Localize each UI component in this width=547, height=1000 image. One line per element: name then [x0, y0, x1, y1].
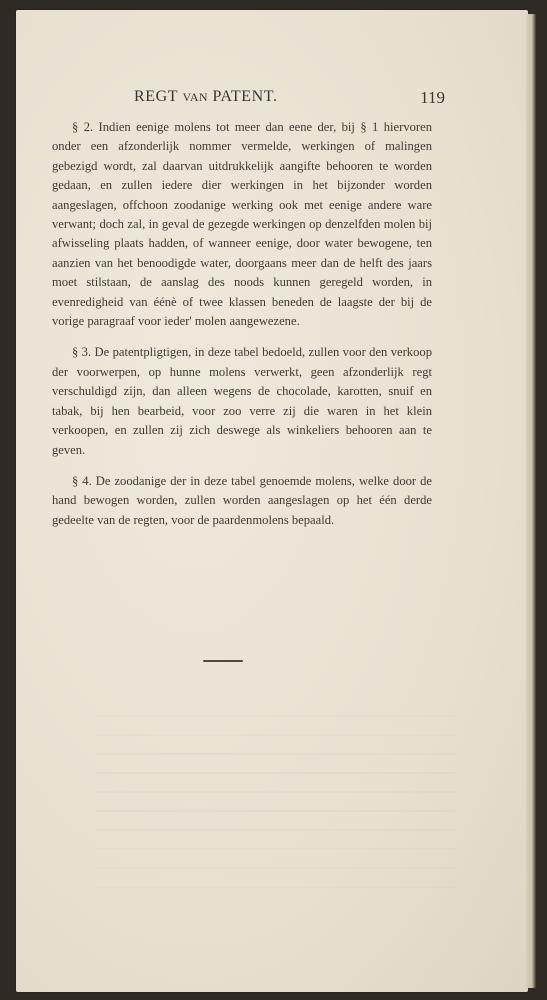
page-number: 119 [420, 88, 445, 107]
end-rule [203, 660, 243, 662]
running-head-word-1: REGT [134, 88, 178, 105]
running-head-word-3: PATENT. [212, 88, 278, 105]
running-head-word-2: VAN [182, 90, 208, 104]
book-page [16, 10, 528, 992]
running-head [134, 88, 278, 106]
body-text [52, 118, 432, 530]
page-edge [526, 14, 536, 988]
paragraph-section-3: § 3. De patentpligtigen, in deze tabel bedoeld, zullen voor den verkoop der voorwerpen, op hunne molens verwerkt, geen afzonderlijk regt verschuldigd zijn, dan alleen wegens de chocolade, karotten, snuif en tabak, bij hen bearbeid, voor zoo verre zij die waren in het klein verkoopen, en zullen zij zich deswege als winkeliers behooren aan te geven. [52, 345, 432, 457]
paragraph-section-4: § 4. De zoodanige der in deze tabel genoemde molens, welke door de hand bewogen worden, zullen worden aangeslagen op het één derde gedeelte van de regten, voor de paardenmolens bepaald. [52, 473, 432, 527]
paragraph-section-2: § 2. Indien eenige molens tot meer dan eene der, bij § 1 hiervoren onder een afzonderlijk nommer vermelde, werkingen of malingen gebezigd wordt, zal daarvan uitdrukkelijk aangifte behooren te worden gedaan, en zullen iedere dier werkingen in het bijzonder worden aangeslagen, offchoon zoodanige werking ook met eenige andere ware verwant; doch zal, in geval de gezegde werkingen op denzelfden molen bij afwisseling plaats hadden, of wanneer eenige, door water bewogene, ten aanzien van het benoodigde water, doorgaans meer dan de helft des jaars moet stilstaan, de aanslag des noods kunnen geregeld worden, in evenredigheid van éénè of twee klassen beneden de laagste der bij de vorige paragraaf voor ieder' molen aangewezene. [52, 120, 432, 329]
page-header [110, 86, 445, 116]
show-through-texture [96, 715, 456, 905]
